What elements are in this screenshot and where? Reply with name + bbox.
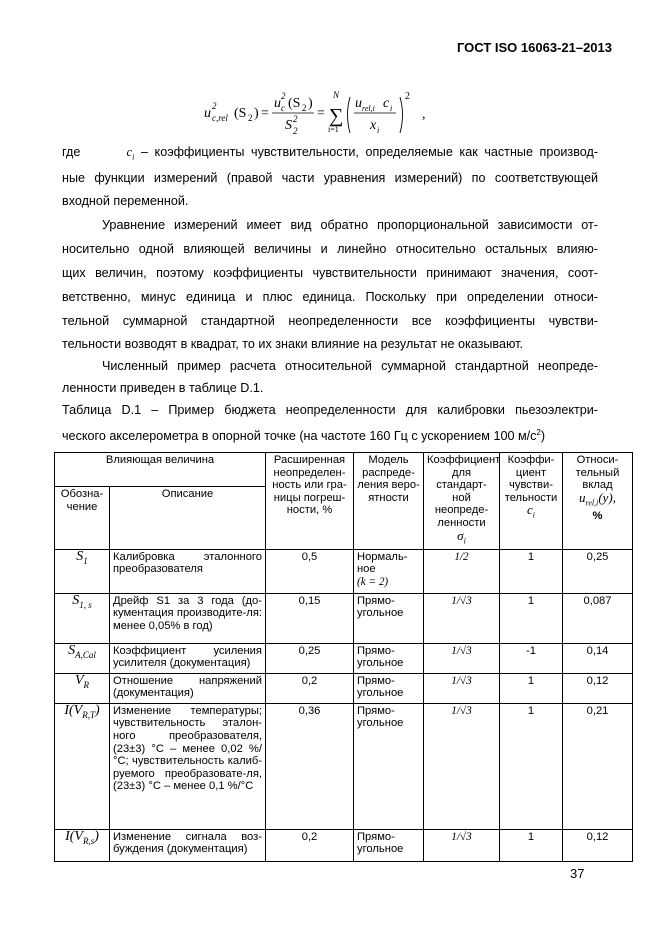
row-contrib: 0,087: [563, 593, 633, 643]
row-description: Отношение напряжений (документация): [110, 673, 266, 703]
row-coef: 1/√3: [424, 703, 500, 829]
formula-eq1: =: [261, 106, 269, 121]
formula-frac2-den-sub: i: [377, 126, 380, 135]
page-number: 37: [570, 866, 585, 881]
formula-lhs-sup: 2: [212, 101, 217, 111]
para2-line: тельности возводят в квадрат, то их знаки влияние на результат не оказывают.: [62, 337, 524, 351]
row-symbol: $I(V_{R,T})$: [55, 703, 110, 829]
formula-sum-bottom: i=1: [328, 125, 339, 134]
table-row: [55, 829, 633, 861]
row-expanded: 0,5: [266, 549, 354, 593]
header-coef-sens-symbol: $c_i$: [526, 502, 535, 520]
para2-line: носительно одной влияющей величины и линейно относительно остальных влияю-: [62, 242, 598, 256]
header-expanded: Расширенная неопределен-ность или гра-ницы погреш-ности, %: [266, 453, 354, 550]
row-sens: 1: [500, 593, 563, 643]
row-contrib: 0,21: [563, 703, 633, 829]
formula-lhs-arg: (S: [234, 106, 247, 121]
row-expanded: 0,2: [266, 673, 354, 703]
row-symbol: $S_{1, s}$: [55, 593, 110, 643]
table-row: [55, 703, 633, 829]
row-expanded: 0,15: [266, 593, 354, 643]
formula-num: u: [274, 96, 281, 111]
para1-line2: ные функции измерений (правой части уравнения измерений) по соответствующей: [62, 171, 598, 185]
row-symbol: $I(V_{R,s})$: [55, 829, 110, 861]
formula-lhs: u: [204, 106, 211, 121]
header-description: Описание: [110, 487, 266, 549]
formula-lhs-close: ): [254, 106, 259, 121]
formula-trail: ,: [422, 107, 426, 122]
row-coef: 1/√3: [424, 829, 500, 861]
para3-line: ленности приведен в таблице D.1.: [62, 381, 264, 395]
row-symbol: $S_1$: [55, 549, 110, 593]
formula-num-arg: (S: [288, 96, 301, 111]
row-coef: 1/√3: [424, 593, 500, 643]
row-contrib: 0,12: [563, 829, 633, 861]
header-coef-std-label: Коэффициент для стандарт-ной неопреде-ленности: [427, 454, 501, 529]
para1-line3: входной переменной.: [62, 194, 189, 208]
row-coef: 1/√3: [424, 673, 500, 703]
header-contrib-symbol: $u_{rel,i}(y)$,: [579, 489, 616, 508]
header-influence: Влияющая величина: [55, 453, 266, 487]
row-description: Изменение температуры; чувствительность эталон-ного преобразователя, (23±3) °C – менее 0,02 %/°C; чувствительность калиб-руемого преобразовате-ля, (23±3) °C – менее 0,1 %/°C: [110, 703, 266, 829]
uncertainty-formula: [200, 88, 440, 138]
row-sens: 1: [500, 829, 563, 861]
table-row: [55, 673, 633, 703]
row-model: Прямо-угольное: [354, 829, 424, 861]
header-coef-sens-label: Коэффи-циент чувстви-тельности: [504, 454, 558, 504]
formula-lhs-sub: c,rel: [212, 113, 228, 123]
header-coef-std: [424, 453, 500, 550]
header-contrib-label: Относи-тельный вклад: [575, 454, 620, 492]
para1-lead: где: [62, 145, 81, 159]
formula-eq2: =: [317, 106, 325, 121]
formula-den: S: [285, 118, 292, 133]
table-caption-line2: ческого акселерометра в опорной точке (на частоте 160 Гц с ускорением 100 $м/с^2$): [62, 428, 546, 444]
formula-num-sub: c: [281, 103, 285, 113]
row-description: Дрейф S1 за 3 года (до-кументация производите-ля: менее 0,05% в год): [110, 593, 266, 643]
header-contrib: [563, 453, 633, 550]
formula-sum-top: N: [333, 90, 340, 100]
para2-line: тельной суммарной стандартной неопределенности все коэффициенты чувстви-: [62, 314, 598, 328]
para1-line1: [62, 145, 598, 165]
formula-lhs-arg-sub: 2: [248, 113, 253, 123]
para1-line1-rest: – коэффициенты чувствительности, определяемые как частные производ-: [140, 145, 599, 159]
para2-line: ветственно, минус единица и плюс единица. Поскольку при определении относи-: [62, 290, 598, 304]
formula-power: 2: [405, 91, 410, 102]
header-designation: Обозна-чение: [55, 487, 110, 549]
formula-sum-sign: ∑: [329, 105, 344, 127]
row-contrib: 0,12: [563, 673, 633, 703]
row-model: Прямо-угольное: [354, 593, 424, 643]
para2-line: щих величин, поэтому коэффициенты чувствительности принимают значения, соот-: [62, 266, 598, 280]
header-coef-std-symbol: $\sigma_i$: [457, 527, 466, 546]
formula-num-sup: 2: [281, 91, 286, 101]
uncertainty-budget-table: [54, 452, 633, 862]
row-coef: 1/√3: [424, 643, 500, 673]
row-expanded: 0,2: [266, 829, 354, 861]
row-expanded: 0,25: [266, 643, 354, 673]
row-model: Прямо-угольное: [354, 703, 424, 829]
row-model: Нормаль-ное (k = 2): [354, 549, 424, 593]
row-model: Прямо-угольное: [354, 673, 424, 703]
row-contrib: 0,14: [563, 643, 633, 673]
row-description: Калибровка эталонного преобразователя: [110, 549, 266, 593]
row-model: Прямо-угольное: [354, 643, 424, 673]
formula-num-arg-sub: 2: [302, 103, 307, 113]
row-sens: 1: [500, 703, 563, 829]
formula-den-sub: 2: [293, 126, 298, 136]
table-caption-line1: Таблица D.1 – Пример бюджета неопределенности для калибровки пьезоэлектри-: [62, 403, 598, 417]
para2-line: Уравнение измерений имеет вид обратно пропорциональной зависимости от-: [102, 218, 598, 232]
row-description: Коэффициент усиления усилителя (документация): [110, 643, 266, 673]
header-contrib-unit: %: [592, 509, 603, 522]
formula-num-close: ): [308, 96, 313, 111]
row-description: Изменение сигнала воз-буждения (документация): [110, 829, 266, 861]
row-expanded: 0,36: [266, 703, 354, 829]
table-row: [55, 549, 633, 593]
document-header: ГОСТ ISO 16063-21–2013: [456, 40, 612, 55]
formula-frac2-num: u: [355, 96, 362, 111]
row-sens: 1: [500, 673, 563, 703]
formula-frac2-c: c: [383, 96, 390, 111]
formula-frac2-num-sub: rel,i: [362, 104, 375, 113]
row-symbol: $S_{A,Cal}$: [55, 643, 110, 673]
row-contrib: 0,25: [563, 549, 633, 593]
row-coef: 1/2: [424, 549, 500, 593]
para1-symbol: $c_i$: [126, 145, 135, 162]
para3-line: Численный пример расчета относительной суммарной стандартной неопреде-: [102, 359, 598, 373]
header-model: Модель распреде-ления веро-ятности: [354, 453, 424, 550]
row-sens: 1: [500, 549, 563, 593]
table-row: [55, 643, 633, 673]
formula-frac2-den: x: [370, 118, 377, 133]
table-row: [55, 593, 633, 643]
formula-den-sup: 2: [293, 114, 298, 124]
row-symbol: $V_R$: [55, 673, 110, 703]
formula-frac2-c-sub: i: [390, 104, 393, 113]
header-coef-sens: [500, 453, 563, 550]
row-sens: -1: [500, 643, 563, 673]
